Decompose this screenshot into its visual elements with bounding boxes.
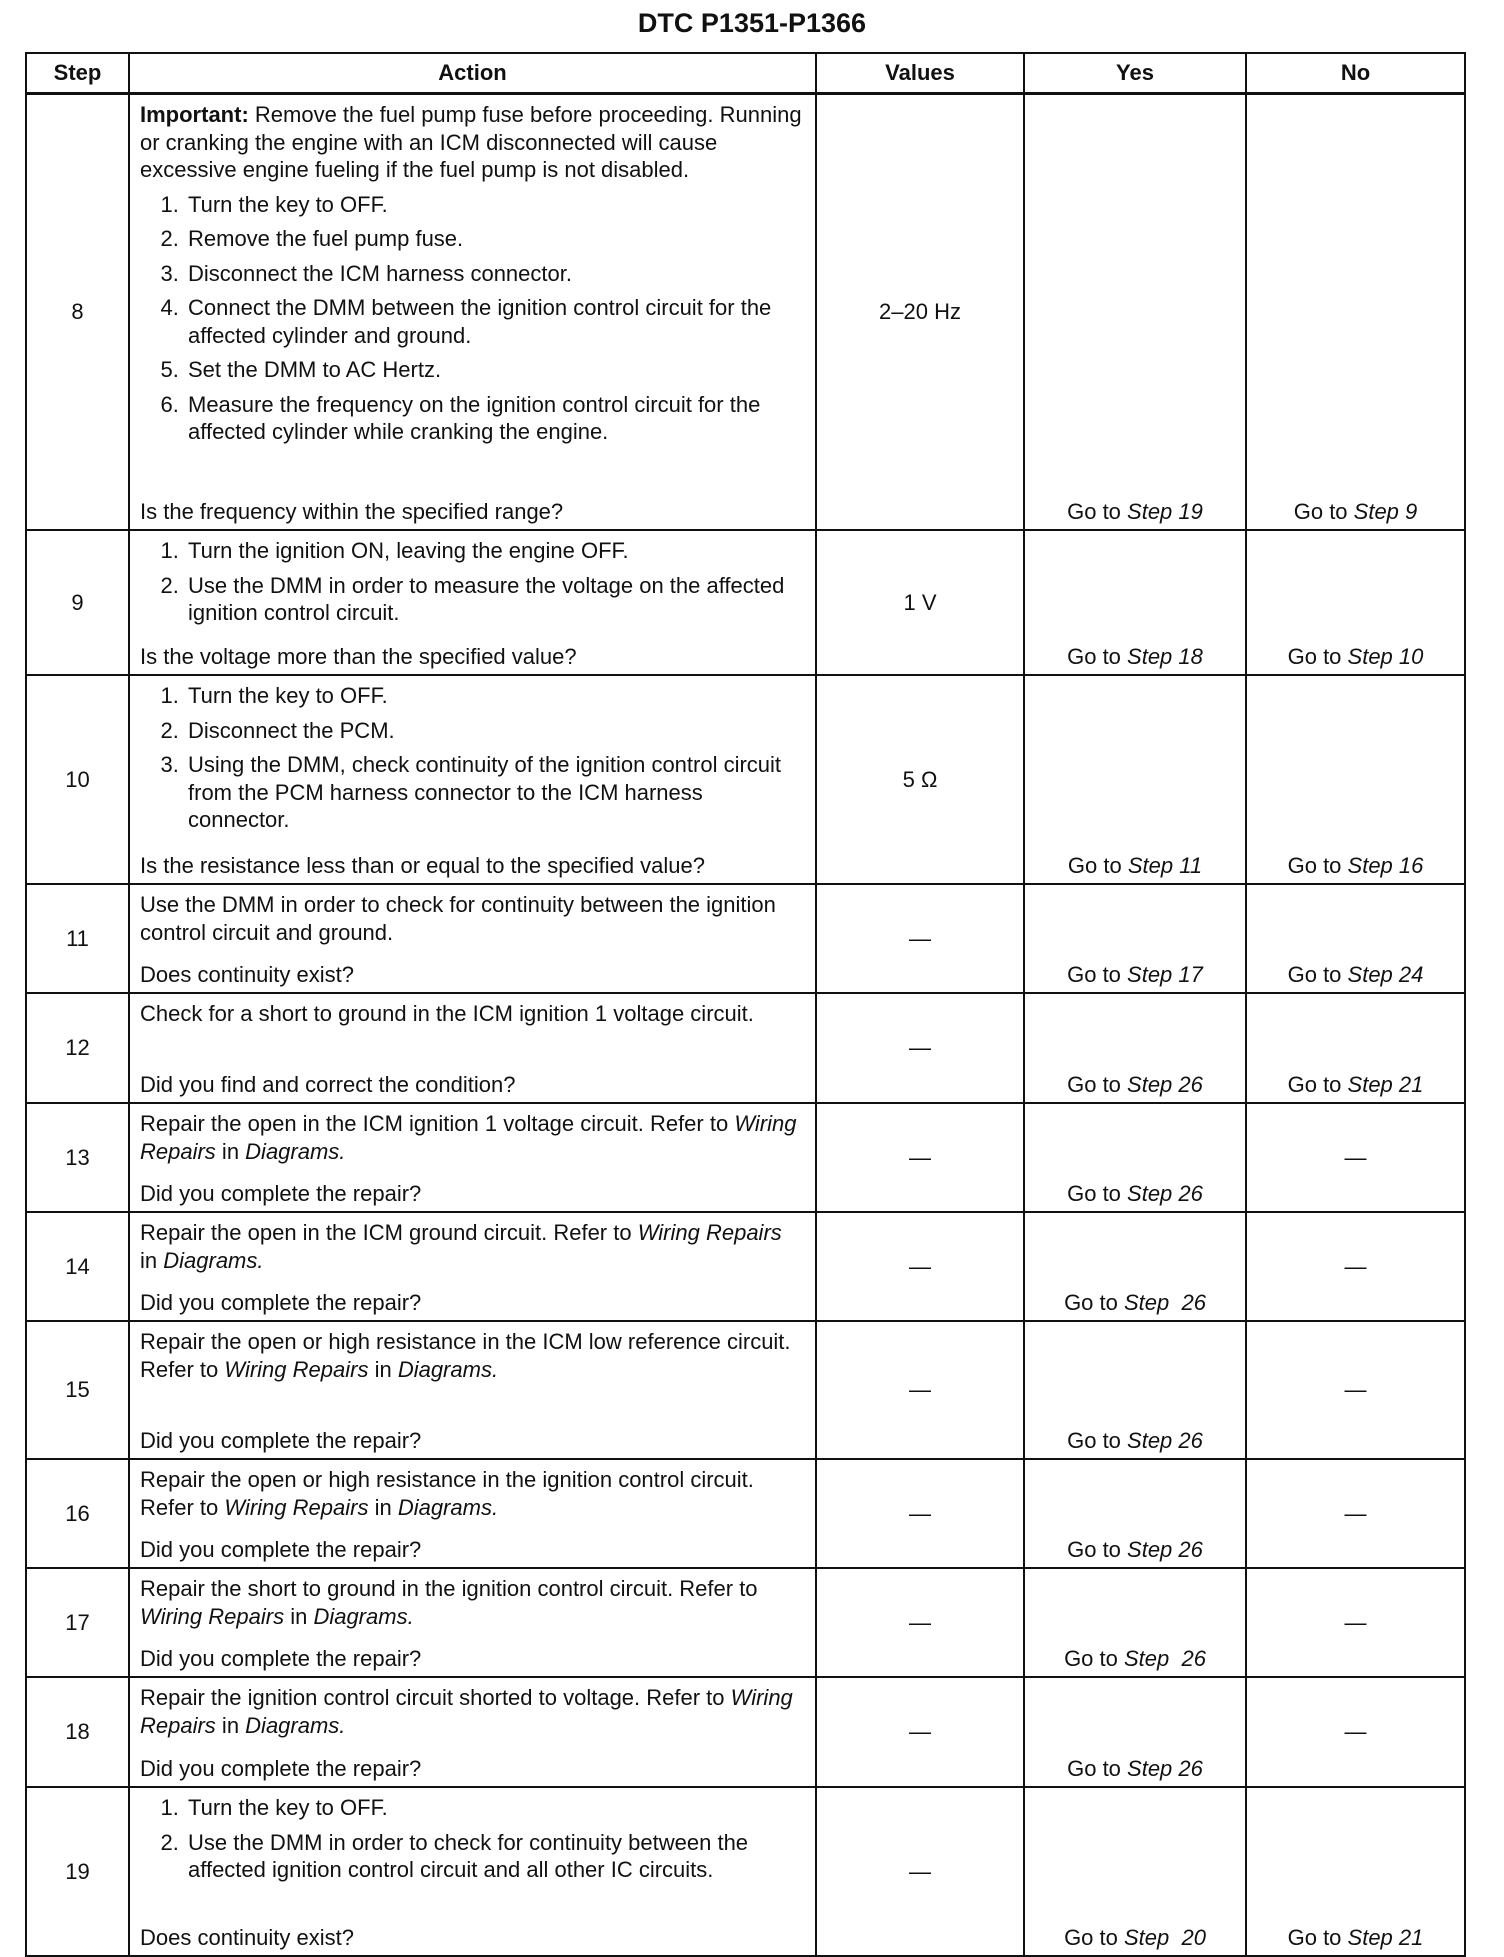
question: Did you complete the repair? [140, 1427, 422, 1453]
answer-cell [1246, 1103, 1465, 1212]
table-row [26, 1212, 1465, 1321]
dash: — [1344, 1719, 1367, 1745]
step-number: 18 [26, 1677, 129, 1787]
header-yes: Yes [1024, 53, 1246, 94]
value-cell: — [816, 993, 1024, 1103]
answer-cell [1246, 1677, 1465, 1787]
goto-prefix: Go to [1287, 961, 1348, 987]
text-segment: in [215, 1712, 246, 1738]
answer-cell [1246, 94, 1465, 531]
step-number: 17 [26, 1568, 129, 1677]
answer-cell [1246, 1459, 1465, 1568]
goto-prefix: Go to [1064, 1289, 1124, 1315]
table-row [26, 530, 1465, 675]
action-cell [129, 1568, 816, 1677]
goto-prefix: Go to [1287, 852, 1348, 878]
action-cell [129, 1787, 816, 1956]
step-list [140, 191, 805, 453]
header-step: Step [26, 53, 129, 94]
action-intro [140, 101, 805, 184]
text-segment: Repair the short to ground in the ignition control circuit. Refer to [140, 1576, 758, 1601]
table-row [26, 1103, 1465, 1212]
answer-cell [1246, 530, 1465, 675]
goto-prefix: Go to [1064, 1924, 1124, 1950]
question: Does continuity exist? [140, 1924, 354, 1950]
value-cell: — [816, 1459, 1024, 1568]
answer-cell [1246, 1321, 1465, 1459]
question: Does continuity exist? [140, 961, 354, 987]
goto-prefix: Go to [1067, 498, 1128, 524]
action-cell [129, 1103, 816, 1212]
step-number: 13 [26, 1103, 129, 1212]
page-title: DTC P1351-P1366 [637, 8, 867, 38]
text-segment: Diagrams. [397, 1356, 499, 1382]
answer-cell [1024, 1677, 1246, 1787]
action-cell [129, 993, 816, 1103]
action-intro [140, 1684, 805, 1739]
action-cell [129, 1459, 816, 1568]
goto-prefix: Go to [1067, 1427, 1128, 1453]
text-segment: Diagrams. [245, 1712, 346, 1738]
table-row [26, 1568, 1465, 1677]
table-row [26, 1321, 1465, 1459]
action-intro [140, 1466, 805, 1521]
goto-step: Step 9 [1353, 498, 1418, 524]
goto-prefix: Go to [1067, 961, 1128, 987]
action-cell [129, 675, 816, 884]
text-segment: in [215, 1138, 246, 1164]
goto-prefix: Go to [1287, 643, 1348, 669]
step-number: 12 [26, 993, 129, 1103]
text-segment: Wiring Repairs [637, 1220, 782, 1245]
step-number: 8 [26, 94, 129, 531]
list-item: 2. Use the DMM in order to check for continuity between the affected ignition control circuit and all other IC circuits. [185, 1829, 805, 1884]
goto-step: Step 16 [1347, 852, 1424, 878]
goto-prefix: Go to [1287, 1071, 1348, 1097]
action-intro [140, 1000, 805, 1028]
answer-cell [1246, 993, 1465, 1103]
value-cell: 5 Ω [816, 675, 1024, 884]
table-row [26, 1787, 1465, 1956]
text-segment: Important: [140, 102, 249, 127]
table-row [26, 884, 1465, 993]
step-list [140, 537, 805, 634]
text-segment: Wiring Repairs [140, 1685, 793, 1738]
answer-cell [1024, 1568, 1246, 1677]
goto-step: Step 26 [1127, 1071, 1203, 1097]
table-row [26, 675, 1465, 884]
answer-cell [1246, 1568, 1465, 1677]
text-segment: Wiring Repairs [140, 1603, 285, 1629]
goto-step: Step 17 [1127, 961, 1203, 987]
step-list [140, 682, 805, 841]
text-segment: Diagrams. [163, 1247, 264, 1273]
action-cell [129, 1321, 816, 1459]
answer-cell [1024, 94, 1246, 531]
question: Is the voltage more than the specified value? [140, 643, 577, 669]
list-item: 4. Connect the DMM between the ignition control circuit for the affected cylinder and ground. [185, 294, 805, 349]
action-intro [140, 1219, 805, 1274]
goto-step: Step 26 [1127, 1755, 1203, 1781]
text-segment: in [284, 1603, 314, 1629]
list-item: 1. Turn the key to OFF. [185, 682, 805, 710]
list-item: 5. Set the DMM to AC Hertz. [185, 356, 805, 384]
list-item: 1. Turn the key to OFF. [185, 191, 805, 219]
action-intro [140, 1575, 805, 1630]
answer-cell [1024, 1212, 1246, 1321]
goto-step: Step 26 [1123, 1289, 1206, 1315]
text-segment: Diagrams. [245, 1138, 346, 1164]
answer-cell [1024, 993, 1246, 1103]
answer-cell [1024, 884, 1246, 993]
text-segment: Repair the open or high resistance in the ignition control circuit. Refer to [140, 1467, 754, 1520]
list-item: 2. Disconnect the PCM. [185, 717, 805, 745]
step-number: 10 [26, 675, 129, 884]
answer-cell [1024, 675, 1246, 884]
list-item: 3. Using the DMM, check continuity of the ignition control circuit from the PCM harness connector to the ICM harness connector. [185, 751, 805, 834]
step-list [140, 1794, 805, 1891]
table-row [26, 1459, 1465, 1568]
text-segment: Remove the fuel pump fuse before proceeding. Running or cranking the engine with an ICM disconnected will cause excessive engine fueling if the fuel pump is not disabled. [140, 102, 802, 182]
step-number: 16 [26, 1459, 129, 1568]
text-segment: in [368, 1356, 398, 1382]
goto-step: Step 19 [1127, 498, 1203, 524]
step-number: 19 [26, 1787, 129, 1956]
question: Is the frequency within the specified range? [140, 498, 564, 524]
text-segment: Repair the ignition control circuit shorted to voltage. Refer to [140, 1685, 731, 1710]
header-values: Values [816, 53, 1024, 94]
answer-cell [1024, 530, 1246, 675]
goto-step: Step 24 [1347, 961, 1424, 987]
goto-prefix: Go to [1067, 1536, 1128, 1562]
value-cell: — [816, 1787, 1024, 1956]
action-cell [129, 530, 816, 675]
list-item: 3. Disconnect the ICM harness connector. [185, 260, 805, 288]
text-segment: in [368, 1494, 398, 1520]
list-item: 1. Turn the ignition ON, leaving the engine OFF. [185, 537, 805, 565]
list-item: 1. Turn the key to OFF. [185, 1794, 805, 1822]
goto-prefix: Go to [1067, 1755, 1128, 1781]
goto-step: Step 26 [1127, 1180, 1203, 1206]
step-number: 9 [26, 530, 129, 675]
goto-step: Step 26 [1123, 1645, 1206, 1671]
step-number: 15 [26, 1321, 129, 1459]
text-segment: Repair the open in the ICM ignition 1 voltage circuit. Refer to [140, 1111, 735, 1136]
step-number: 11 [26, 884, 129, 993]
value-cell: — [816, 1212, 1024, 1321]
goto-step: Step 21 [1347, 1071, 1424, 1097]
text-segment: Wiring Repairs [140, 1111, 797, 1164]
question: Did you complete the repair? [140, 1180, 422, 1206]
value-cell: — [816, 1568, 1024, 1677]
goto-step: Step 11 [1127, 852, 1203, 878]
value-cell: — [816, 884, 1024, 993]
answer-cell [1024, 1103, 1246, 1212]
table-row [26, 1677, 1465, 1787]
header-row [26, 53, 1465, 94]
header-no: No [1246, 53, 1465, 94]
goto-step: Step 21 [1347, 1924, 1424, 1950]
goto-step: Step 18 [1127, 643, 1203, 669]
list-item: 2. Use the DMM in order to measure the voltage on the affected ignition control circuit. [185, 572, 805, 627]
action-cell [129, 1677, 816, 1787]
question: Did you complete the repair? [140, 1645, 422, 1671]
text-segment: Diagrams. [397, 1494, 499, 1520]
goto-prefix: Go to [1067, 643, 1128, 669]
question: Did you complete the repair? [140, 1536, 422, 1562]
goto-step: Step 26 [1127, 1427, 1203, 1453]
value-cell: 1 V [816, 530, 1024, 675]
action-intro [140, 1110, 805, 1165]
list-item: 2. Remove the fuel pump fuse. [185, 225, 805, 253]
header-action: Action [129, 53, 816, 94]
text-segment: Wiring Repairs [224, 1356, 369, 1382]
text-segment: Check for a short to ground in the ICM ignition 1 voltage circuit. [140, 1001, 754, 1026]
goto-prefix: Go to [1293, 498, 1354, 524]
action-cell [129, 884, 816, 993]
goto-step: Step 20 [1123, 1924, 1206, 1950]
goto-prefix: Go to [1064, 1645, 1124, 1671]
question: Did you complete the repair? [140, 1755, 422, 1781]
answer-cell [1024, 1321, 1246, 1459]
goto-step: Step 10 [1347, 643, 1424, 669]
goto-step: Step 26 [1127, 1536, 1203, 1562]
text-segment: Wiring Repairs [224, 1494, 369, 1520]
value-cell: — [816, 1677, 1024, 1787]
action-cell [129, 1212, 816, 1321]
answer-cell [1246, 675, 1465, 884]
answer-cell [1246, 884, 1465, 993]
goto-prefix: Go to [1287, 1924, 1348, 1950]
question: Did you complete the repair? [140, 1289, 422, 1315]
dash: — [1344, 1144, 1367, 1170]
action-cell [129, 94, 816, 531]
text-segment: Repair the open or high resistance in the ICM low reference circuit. Refer to [140, 1329, 791, 1382]
text-segment: Repair the open in the ICM ground circuit. Refer to [140, 1220, 638, 1245]
text-segment: Use the DMM in order to check for continuity between the ignition control circuit and ground. [140, 892, 776, 945]
answer-cell [1246, 1212, 1465, 1321]
step-number: 14 [26, 1212, 129, 1321]
diagnostic-table [25, 52, 1466, 1957]
dash: — [1344, 1500, 1367, 1526]
goto-prefix: Go to [1067, 1180, 1128, 1206]
question: Is the resistance less than or equal to the specified value? [140, 852, 706, 878]
goto-prefix: Go to [1067, 1071, 1128, 1097]
dash: — [1344, 1377, 1367, 1403]
value-cell: — [816, 1103, 1024, 1212]
answer-cell [1024, 1787, 1246, 1956]
action-intro [140, 1328, 805, 1383]
answer-cell [1024, 1459, 1246, 1568]
value-cell: — [816, 1321, 1024, 1459]
value-cell: 2–20 Hz [816, 94, 1024, 531]
answer-cell [1246, 1787, 1465, 1956]
dash: — [1344, 1609, 1367, 1635]
list-item: 6. Measure the frequency on the ignition control circuit for the affected cylinder while cranking the engine. [185, 391, 805, 446]
table-row [26, 94, 1465, 531]
dash: — [1344, 1253, 1367, 1279]
table-row [26, 993, 1465, 1103]
text-segment: in [140, 1247, 164, 1273]
text-segment: Diagrams. [313, 1603, 414, 1629]
goto-prefix: Go to [1067, 852, 1128, 878]
question: Did you find and correct the condition? [140, 1071, 516, 1097]
action-intro [140, 891, 805, 946]
